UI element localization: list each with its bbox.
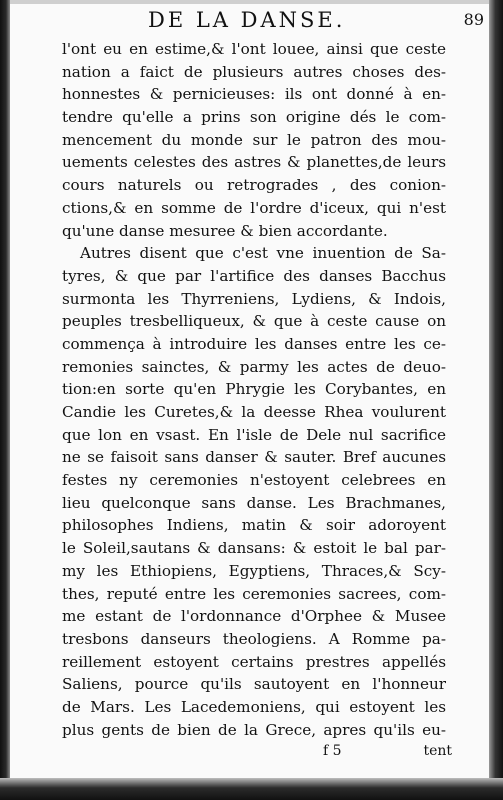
catchword: tent [423, 743, 452, 760]
page-text-block [62, 6, 484, 763]
text-line: tresbons danseurs theologiens. A Romme pa- [62, 629, 446, 648]
text-line: surmonta les Thyrreniens, Lydiens, & Indois, [62, 289, 446, 308]
scan-edge-bottom [0, 778, 503, 800]
text-line: lieu quelconque sans danse. Les Brachmanes, [62, 493, 446, 512]
text-line: ctions,& en somme de l'ordre d'iceux, qui n'est [62, 198, 446, 217]
signature-mark: f 5 [323, 743, 342, 760]
text-line: ne se faisoit sans danser & sauter. Bref aucunes [62, 448, 446, 467]
text-line: cours naturels ou retrogrades , des conion- [62, 176, 446, 195]
text-line: plus gents de bien de la Grece, apres qu'ils eu- [62, 720, 446, 739]
text-line: Candie les Curetes,& la deesse Rhea voulurent [62, 403, 446, 421]
page-header [62, 6, 484, 36]
text-line: de Mars. Les Lacedemoniens, qui estoyent les [62, 697, 446, 716]
text-line: honnestes & pernicieuses: ils ont donné à en- [62, 85, 446, 104]
text-line: remonies sainctes, & parmy les actes de deuo- [62, 357, 446, 376]
text-line: me estant de l'ordonnance d'Orphee & Musee [62, 607, 446, 626]
body-text [62, 38, 446, 741]
text-line: uements celestes des astres & planettes,de leurs [62, 153, 446, 172]
text-line: tion:en sorte qu'en Phrygie les Corybantes, en [62, 380, 446, 399]
page-footer [62, 741, 452, 763]
text-line: my les Ethiopiens, Egyptiens, Thraces,& Scy- [62, 561, 446, 580]
text-line: philosophes Indiens, matin & soir adoroyent [62, 516, 446, 535]
text-line: reillement estoyent certains prestres appellés [62, 652, 446, 671]
page-number: 89 [463, 10, 484, 29]
text-line: que lon en vsast. En l'isle de Dele nul sacrifice [62, 425, 446, 444]
paragraph-first-line: Autres disent que c'est vne inuention de Sa- [80, 244, 446, 263]
text-line: tendre qu'elle a prins son origine dés le com- [62, 108, 446, 127]
text-line: nation a faict de plusieurs autres choses des- [62, 62, 446, 81]
running-title: DE LA DANSE. [148, 8, 346, 32]
text-line: mencement du monde sur le patron des mou- [62, 130, 446, 149]
text-line: qu'une danse mesuree & bien accordante. [62, 221, 388, 240]
scan-edge-right [489, 0, 503, 800]
text-line: tyres, & que par l'artifice des danses Bacchus [62, 266, 446, 285]
text-line: Saliens, pource qu'ils sautoyent en l'honneur [62, 675, 446, 694]
scan-edge-left [0, 0, 10, 800]
text-line: festes ny ceremonies n'estoyent celebrees en [62, 471, 446, 490]
text-line: thes, reputé entre les ceremonies sacrees, com- [62, 584, 446, 603]
text-line: le Soleil,sautans & dansans: & estoit le bal par- [62, 539, 446, 558]
text-line: commença à introduire les danses entre les ce- [62, 334, 446, 353]
text-line: l'ont eu en estime,& l'ont louee, ainsi que ceste [62, 40, 446, 58]
scan-edge-top [0, 0, 503, 4]
text-line: peuples tresbelliqueux, & que à ceste cause on [62, 312, 446, 331]
